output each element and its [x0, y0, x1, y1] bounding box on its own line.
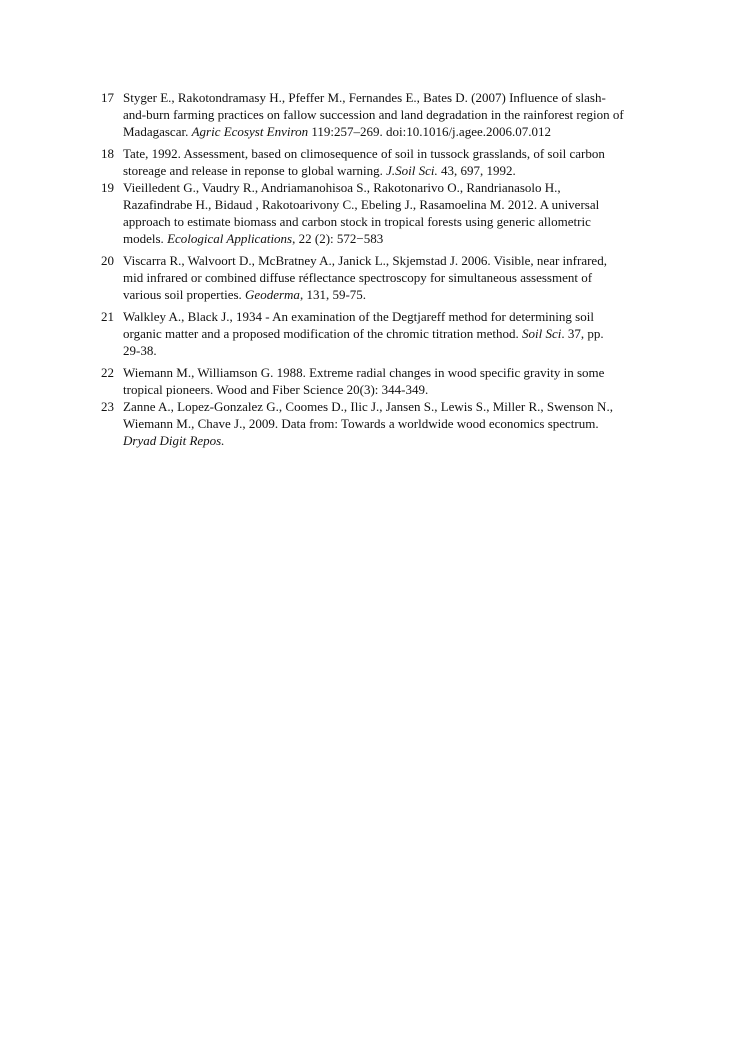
reference-line: [123, 308, 661, 325]
reference-text-segment: Tate, 1992. Assessment, based on climosequence of soil in tussock grasslands, of soil carbon: [123, 146, 605, 161]
reference-text-segment: models.: [123, 231, 168, 246]
reference-line: [123, 106, 661, 123]
reference-line: [123, 179, 661, 196]
reference-text-segment: 119:257–269. doi:10.1016/j.agee.2006.07.012: [308, 124, 551, 139]
reference-text-segment: Razafindrabe H., Bidaud , Rakotoarivony C., Ebeling J., Rasamoelina M. 2012. A universal: [123, 197, 600, 212]
reference-line: [123, 381, 661, 398]
reference-italic-segment: Soil Sci: [522, 326, 562, 341]
reference-item: [101, 252, 661, 303]
reference-item: [101, 145, 661, 179]
reference-line: [123, 398, 661, 415]
reference-line: [123, 123, 661, 140]
reference-text: [123, 364, 661, 398]
reference-italic-segment: Ecological Applications: [167, 231, 293, 246]
reference-text-segment: various soil properties.: [123, 287, 246, 302]
reference-item: [101, 364, 661, 398]
reference-text: [123, 252, 661, 303]
reference-text: [123, 89, 661, 140]
reference-text-segment: tropical pioneers. Wood and Fiber Science 20(3): 344-349.: [123, 382, 429, 397]
reference-line: [123, 432, 661, 449]
reference-item: [101, 398, 661, 449]
reference-line: [123, 89, 661, 106]
reference-line: [123, 196, 661, 213]
reference-line: [123, 415, 661, 432]
reference-item: [101, 179, 661, 247]
reference-italic-segment: Agric Ecosyst Environ: [191, 124, 309, 139]
reference-number: 19: [101, 180, 114, 195]
reference-text: [123, 179, 661, 247]
reference-number: 21: [101, 309, 114, 324]
reference-text-segment: Viscarra R., Walvoort D., McBratney A., Janick L., Skjemstad J. 2006. Visible, near infrared,: [123, 253, 607, 268]
reference-text-segment: storeage and release in reponse to global warning.: [123, 163, 387, 178]
reference-item: [101, 89, 661, 140]
reference-line: [123, 145, 661, 162]
reference-text-segment: approach to estimate biomass and carbon stock in tropical forests using generic allometric: [123, 214, 591, 229]
reference-line: [123, 342, 661, 359]
reference-line: [123, 269, 661, 286]
reference-line: [123, 364, 661, 381]
reference-text-segment: 29-38.: [123, 343, 157, 358]
reference-text-segment: organic matter and a proposed modification of the chromic titration method.: [123, 326, 523, 341]
reference-number: 20: [101, 253, 114, 268]
reference-text: [123, 398, 661, 449]
reference-line: [123, 162, 661, 179]
reference-line: [123, 325, 661, 342]
reference-text-segment: 43, 697, 1992.: [437, 163, 516, 178]
reference-text-segment: Walkley A., Black J., 1934 - An examination of the Degtjareff method for determining soil: [123, 309, 594, 324]
reference-text-segment: mid infrared or combined diffuse réflectance spectroscopy for simultaneous assessment of: [123, 270, 593, 285]
reference-text-segment: Vieilledent G., Vaudry R., Andriamanohisoa S., Rakotonarivo O., Randrianasolo H.,: [123, 180, 561, 195]
reference-line: [123, 230, 661, 247]
reference-line: [123, 213, 661, 230]
reference-text-segment: Wiemann M., Williamson G. 1988. Extreme radial changes in wood specific gravity in some: [123, 365, 605, 380]
reference-text-segment: , 131, 59-75.: [299, 287, 367, 302]
reference-italic-segment: J.Soil Sci.: [386, 163, 438, 178]
reference-line: [123, 286, 661, 303]
reference-number: 23: [101, 399, 114, 414]
reference-text-segment: Madagascar.: [123, 124, 192, 139]
reference-number: 18: [101, 146, 114, 161]
reference-text-segment: Zanne A., Lopez-Gonzalez G., Coomes D., Ilic J., Jansen S., Lewis S., Miller R., Swenson N.,: [123, 399, 613, 414]
reference-text: [123, 145, 661, 179]
reference-italic-segment: Geoderma: [245, 287, 300, 302]
reference-text-segment: and-burn farming practices on fallow succession and land degradation in the rainforest region of: [123, 107, 624, 122]
reference-text-segment: Wiemann M., Chave J., 2009. Data from: Towards a worldwide wood economics spectrum.: [123, 416, 599, 431]
reference-item: [101, 308, 661, 359]
reference-text-segment: Styger E., Rakotondramasy H., Pfeffer M., Fernandes E., Bates D. (2007) Influence of slash-: [123, 90, 606, 105]
reference-text-segment: . 37, pp.: [561, 326, 604, 341]
reference-italic-segment: Dryad Digit Repos.: [123, 433, 225, 448]
reference-list: [101, 89, 661, 454]
reference-number: 17: [101, 90, 114, 105]
reference-number: 22: [101, 365, 114, 380]
reference-text-segment: , 22 (2): 572−583: [292, 231, 384, 246]
reference-text: [123, 308, 661, 359]
reference-line: [123, 252, 661, 269]
